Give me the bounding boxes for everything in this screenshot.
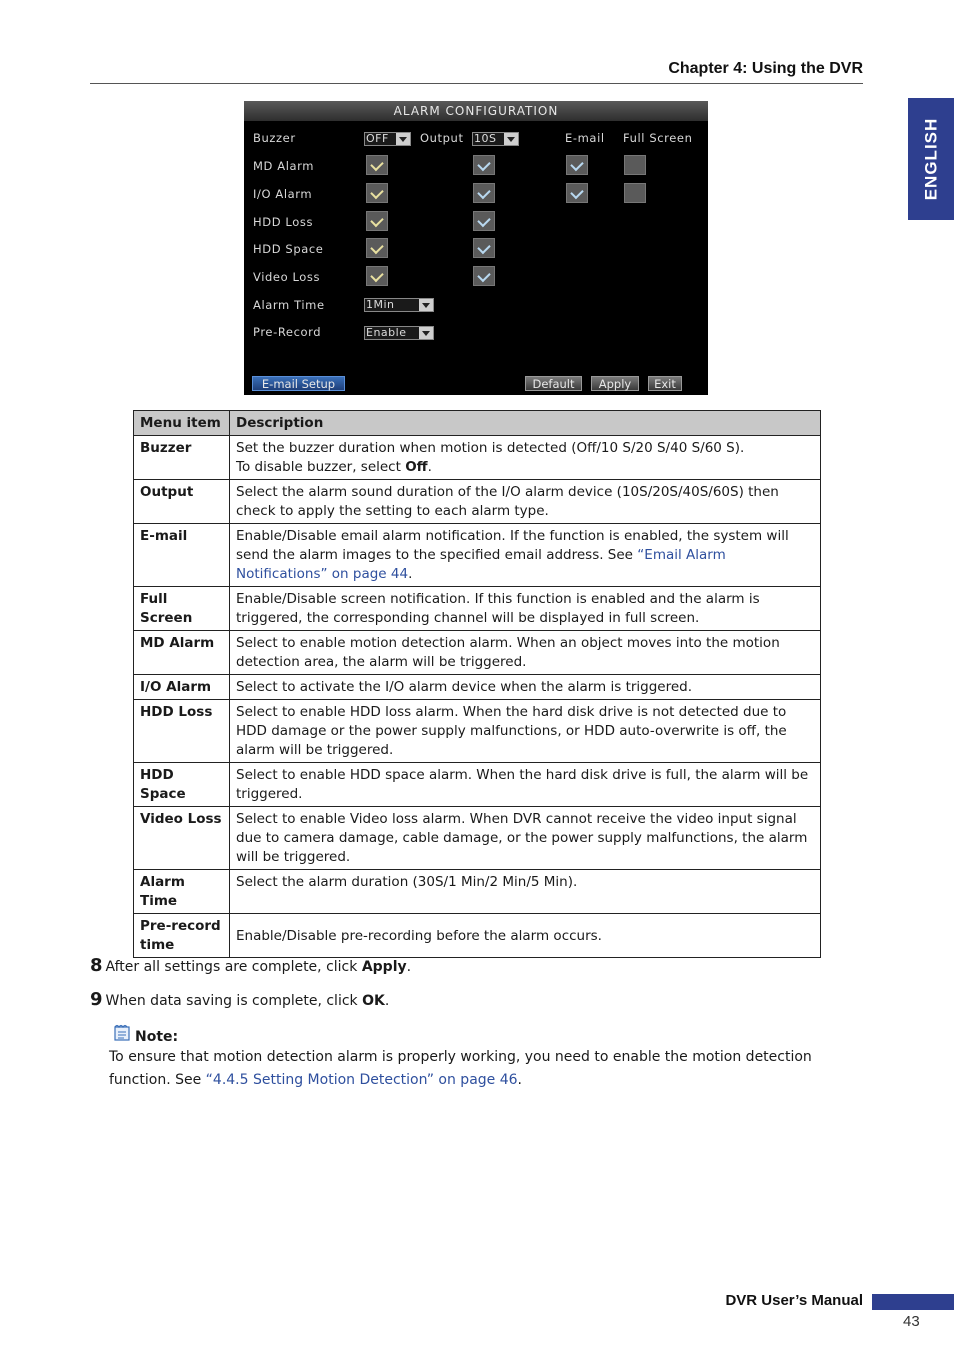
table-cell-desc: Select the alarm sound duration of the I/O alarm device (10S/20S/40S/60S) then check to apply the setting to each alarm type. [230,480,821,524]
table-cell-item: Buzzer [134,436,230,480]
step-number: 8 [90,955,103,976]
table-cell-desc: Select to activate the I/O alarm device when the alarm is triggered. [230,675,821,700]
table-cell-item: Pre-record time [134,914,230,958]
table-cell-desc: Select to enable HDD space alarm. When the hard disk drive is full, the alarm will be triggered. [230,763,821,807]
table-cell-item: E-mail [134,524,230,587]
table-header-row [134,411,821,436]
step-bold: Apply [361,959,407,975]
table-row [134,807,821,870]
md-alarm-fullscreen-checkbox[interactable] [624,155,646,175]
table-cell-item: HDD Loss [134,700,230,763]
email-setup-button[interactable]: E-mail Setup [252,376,345,391]
motion-detection-link[interactable]: “4.4.5 Setting Motion Detection” on page 46 [205,1072,518,1088]
table-cell-desc: Enable/Disable pre-recording before the alarm occurs. [230,914,821,958]
default-button[interactable]: Default [525,376,582,391]
column-header-menu-item: Menu item [134,411,230,436]
alarm-time-dropdown[interactable] [364,298,434,312]
md-alarm-buzzer-checkbox[interactable] [366,155,388,175]
prerecord-value: Enable [366,326,407,339]
table-cell-desc [230,436,821,480]
desc-text: . [427,459,432,475]
table-row [134,631,821,675]
output-dropdown[interactable] [472,132,519,146]
hdd-loss-buzzer-checkbox[interactable] [366,211,388,231]
step-number: 9 [90,989,103,1010]
chevron-down-icon [419,327,433,339]
row-label-io-alarm: I/O Alarm [253,187,313,201]
desc-text: . [408,566,413,582]
row-label-hdd-space: HDD Space [253,242,324,256]
table-row [134,914,821,958]
io-alarm-buzzer-checkbox[interactable] [366,183,388,203]
column-header-description: Description [230,411,821,436]
table-row [134,436,821,480]
output-value: 10S [474,132,497,145]
table-cell-item: I/O Alarm [134,675,230,700]
table-cell-item: Full Screen [134,587,230,631]
note-text: To ensure that motion detection alarm is properly working, you need to enable the motion detection function. See [109,1049,812,1088]
chevron-down-icon [504,133,518,145]
step-8 [90,955,411,976]
chapter-title: Chapter 4: Using the DVR [668,60,863,77]
note-body [109,1046,869,1092]
header-rule [90,83,863,84]
table-row [134,700,821,763]
table-cell-item: MD Alarm [134,631,230,675]
chevron-down-icon [396,133,410,145]
io-alarm-output-checkbox[interactable] [473,183,495,203]
desc-text: Enable/Disable email alarm notification. If the function is enabled, the system will send the alarm images to the specified email address. See [236,528,789,563]
buzzer-value: OFF [366,132,389,145]
language-label: ENGLISH [921,117,940,201]
step-text: . [406,959,412,975]
dvr-title: ALARM CONFIGURATION [244,101,708,121]
desc-bold: Off [405,459,428,475]
step-text: When data saving is complete, click [105,993,363,1009]
desc-text: Set the buzzer duration when motion is detected (Off/10 S/20 S/40 S/60 S). [236,440,745,456]
output-label: Output [420,131,464,145]
table-row [134,870,821,914]
buzzer-dropdown[interactable] [364,132,411,146]
table-cell-desc: Enable/Disable screen notification. If this function is enabled and the alarm is triggered, the corresponding channel will be displayed in full screen. [230,587,821,631]
row-label-hdd-loss: HDD Loss [253,215,314,229]
footer-bar [872,1294,954,1310]
io-alarm-fullscreen-checkbox[interactable] [624,183,646,203]
step-bold: OK [362,993,385,1009]
step-text: After all settings are complete, click [105,959,362,975]
fullscreen-column-label: Full Screen [623,131,693,145]
apply-button[interactable]: Apply [591,376,639,391]
table-cell-desc: Select to enable Video loss alarm. When DVR cannot receive the video input signal due to camera damage, cable damage, or the power supply malfunctions, the alarm will be triggered. [230,807,821,870]
row-label-md-alarm: MD Alarm [253,159,315,173]
prerecord-label: Pre-Record [253,325,322,339]
hdd-space-output-checkbox[interactable] [473,238,495,258]
hdd-loss-output-checkbox[interactable] [473,211,495,231]
note-icon [112,1024,132,1042]
exit-button[interactable]: Exit [648,376,682,391]
alarm-time-value: 1Min [366,298,395,311]
table-row [134,524,821,587]
alarm-time-label: Alarm Time [253,298,325,312]
table-cell-desc: Select to enable motion detection alarm. When an object moves into the motion detection area, the alarm will be triggered. [230,631,821,675]
table-cell-item: HDD Space [134,763,230,807]
prerecord-dropdown[interactable] [364,326,434,340]
table-cell-desc: Select the alarm duration (30S/1 Min/2 Min/5 Min). [230,870,821,914]
table-row [134,480,821,524]
email-notifications-link[interactable]: “Email Alarm Notifications” on page 44 [236,547,726,582]
io-alarm-email-checkbox[interactable] [566,183,588,203]
buzzer-label: Buzzer [253,131,296,145]
md-alarm-email-checkbox[interactable] [566,155,588,175]
table-row [134,675,821,700]
table-cell-desc [230,524,821,587]
manual-title: DVR User’s Manual [725,1292,863,1309]
dvr-alarm-screen [244,101,708,395]
table-cell-item: Alarm Time [134,870,230,914]
hdd-space-buzzer-checkbox[interactable] [366,238,388,258]
video-loss-buzzer-checkbox[interactable] [366,266,388,286]
video-loss-output-checkbox[interactable] [473,266,495,286]
row-label-video-loss: Video Loss [253,270,321,284]
table-cell-item: Video Loss [134,807,230,870]
email-column-label: E-mail [565,131,605,145]
page-number: 43 [903,1313,920,1330]
step-9 [90,989,389,1010]
step-text: . [384,993,390,1009]
note-label: Note: [135,1029,179,1045]
md-alarm-output-checkbox[interactable] [473,155,495,175]
language-tab [908,98,954,220]
chevron-down-icon [419,299,433,311]
note-text: . [517,1072,522,1088]
table-row [134,587,821,631]
table-cell-desc: Select to enable HDD loss alarm. When the hard disk drive is not detected due to HDD damage or the power supply malfunctions, or HDD auto-overwrite is off, the alarm will be triggered. [230,700,821,763]
table-row [134,763,821,807]
menu-description-table [133,410,821,958]
table-cell-item: Output [134,480,230,524]
desc-text: To disable buzzer, select [236,459,406,475]
